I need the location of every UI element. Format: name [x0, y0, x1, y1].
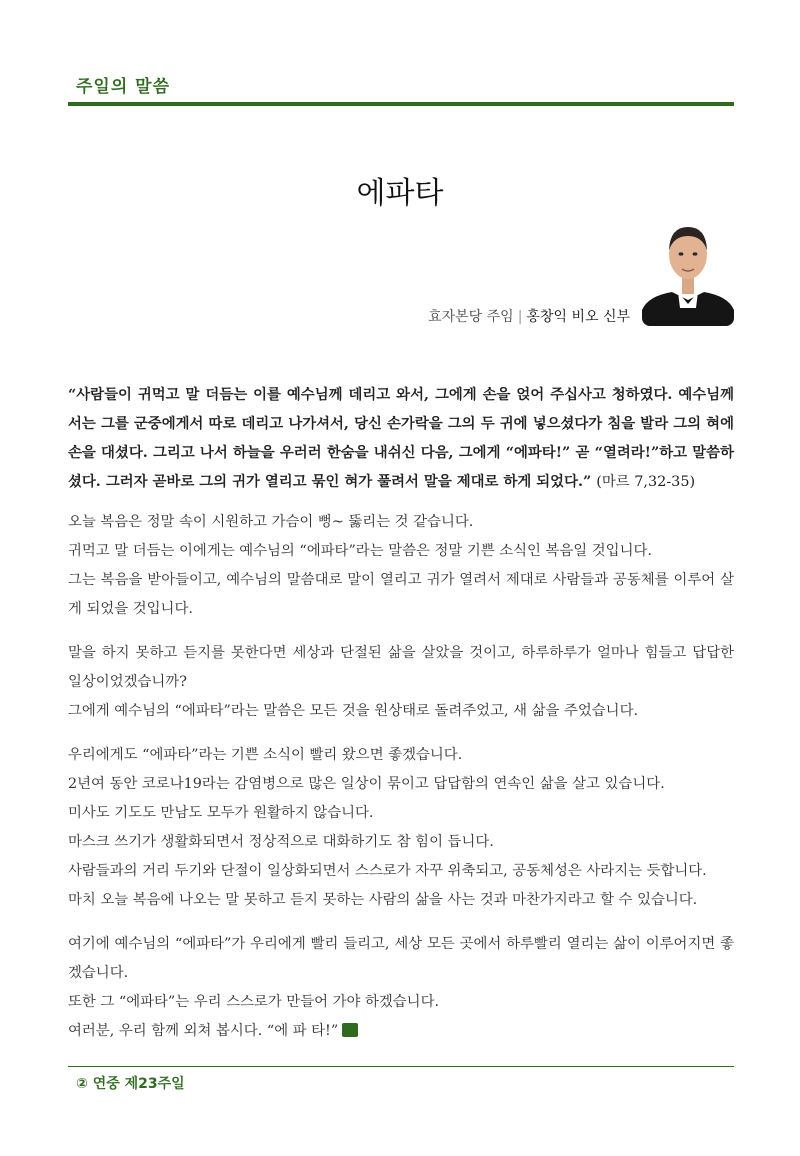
page-title: 에파타: [356, 176, 444, 211]
author-portrait: [642, 212, 734, 326]
author-separator: |: [517, 309, 523, 325]
body-line: 그는 복음을 받아들이고, 예수님의 말씀대로 말이 열리고 귀가 열려서 제대로 사람들과 공동체를 이루어 살게 되었을 것입니다.: [68, 572, 734, 617]
paragraph: [68, 741, 734, 915]
page-footer: ② 연중 제23주일: [76, 1076, 185, 1092]
quote-text: “사람들이 귀먹고 말 더듬는 이를 예수님께 데리고 와서, 그에게 손을 얹어 주십사고 청하였다. 예수님께서는 그를 군중에게서 따로 데리고 나가셔서, 당신 손가락을 그의 두 귀에 넣으셨다가 침을 발라 그의 혀에 손을 대셨다. 그리고 나서 하늘을 우러러 한숨을 내쉬신 다음, 그에게 “에파타!” 곧 “열려라!”하고 말씀하셨다. 그러자 곧바로 그의 귀가 열리고 묶인 혀가 풀려서 말을 제대로 하게 되었다.”: [68, 386, 734, 490]
paragraph: [68, 508, 734, 624]
footer-rule: [68, 1066, 734, 1067]
body-line: 마스크 쓰기가 생활화되면서 정상적으로 대화하기도 참 힘이 듭니다.: [68, 834, 494, 850]
section-header: [68, 72, 734, 97]
body-line: 2년여 동안 코로나19라는 감염병으로 많은 일상이 묶이고 답답함의 연속인 삶을 살고 있습니다.: [68, 776, 665, 792]
homily-body: [68, 508, 734, 1061]
body-line: 귀먹고 말 더듬는 이에게는 예수님의 “에파타”라는 말씀은 정말 기쁜 소식인 복음일 것입니다.: [68, 543, 652, 559]
body-line: 사람들과의 거리 두기와 단절이 일상화되면서 스스로가 자꾸 위축되고, 공동체성은 사라지는 듯합니다.: [68, 863, 707, 879]
body-line: 여기에 예수님의 “에파타”가 우리에게 빨리 들리고, 세상 모든 곳에서 하루빨리 열리는 삶이 이루어지면 좋겠습니다.: [68, 936, 734, 981]
paragraph: [68, 930, 734, 1046]
paragraph: [68, 639, 734, 726]
body-line: 미사도 기도도 만남도 모두가 원활하지 않습니다.: [68, 805, 374, 821]
author-role: 효자본당 주임: [428, 309, 514, 325]
author-line: [428, 306, 630, 326]
body-line: 우리에게도 “에파타”라는 기쁜 소식이 빨리 왔으면 좋겠습니다.: [68, 747, 463, 763]
body-line: [68, 1017, 734, 1046]
author-name: 홍창익 비오 신부: [526, 309, 630, 325]
section-label: 주일의 말씀: [76, 77, 171, 97]
scripture-quote: [68, 380, 734, 497]
body-line: 오늘 복음은 정말 속이 시원하고 가슴이 뻥~ 뚫리는 것 같습니다.: [68, 514, 474, 530]
body-line: 마치 오늘 복음에 나오는 말 못하고 듣지 못하는 사람의 삶을 사는 것과 마찬가지라고 할 수 있습니다.: [68, 892, 698, 908]
body-line: 그에게 예수님의 “에파타”라는 말씀은 모든 것을 원상태로 돌려주었고, 새 삶을 주었습니다.: [68, 703, 639, 719]
quote-reference: (마르 7,32-35): [596, 474, 696, 490]
closing-line: 여러분, 우리 함께 외쳐 봅시다. “에 파 타!”: [68, 1023, 339, 1039]
body-line: 또한 그 “에파타”는 우리 스스로가 만들어 가야 하겠습니다.: [68, 994, 440, 1010]
body-line: 말을 하지 못하고 듣지를 못한다면 세상과 단절된 삶을 살았을 것이고, 하루하루가 얼마나 힘들고 답답한 일상이었겠습니까?: [68, 645, 734, 690]
end-mark-icon: [342, 1023, 358, 1037]
header-rule: [68, 102, 734, 106]
